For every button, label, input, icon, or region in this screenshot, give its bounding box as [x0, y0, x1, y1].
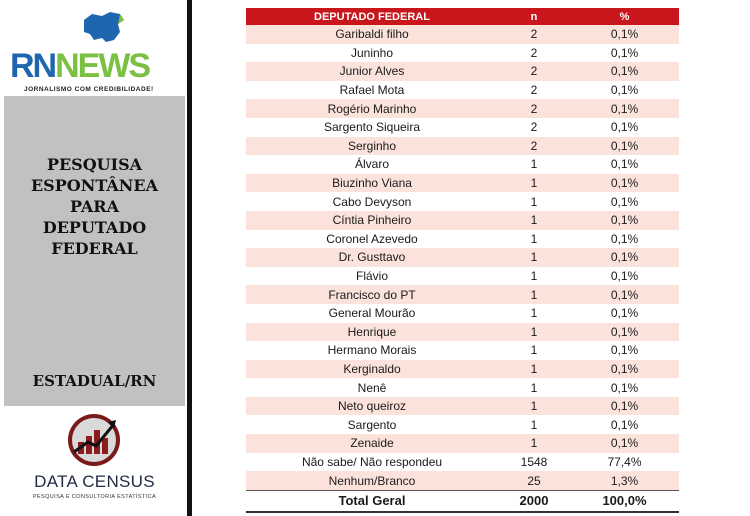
- cell-n: 2: [530, 138, 538, 153]
- cell-name: Não sabe/ Não respondeu: [301, 454, 443, 469]
- table-row: [246, 192, 679, 211]
- cell-n: 1: [530, 324, 538, 339]
- cell-name: Zenaide: [350, 436, 394, 451]
- table-row: [246, 248, 679, 267]
- table-row: [246, 211, 679, 230]
- survey-title-line: FEDERAL: [51, 239, 138, 258]
- cell-n: 1: [530, 306, 538, 321]
- cell-n: 2: [530, 27, 538, 42]
- survey-title-line: PARA: [70, 197, 119, 216]
- cell-name: Nenhum/Branco: [328, 473, 416, 488]
- cell-pct: 0,1%: [610, 231, 639, 246]
- cell-pct: 0,1%: [610, 176, 639, 191]
- table-row: [246, 434, 679, 453]
- cell-pct: 0,1%: [610, 194, 639, 209]
- table-row: [246, 285, 679, 304]
- cell-name: Serginho: [347, 138, 397, 153]
- cell-name: Henrique: [347, 324, 397, 339]
- cell-n: 1: [530, 213, 538, 228]
- cell-pct: 0,1%: [610, 269, 639, 284]
- table-row: [246, 174, 679, 193]
- cell-name: Dr. Gusttavo: [338, 250, 406, 265]
- region-label: ESTADUAL/RN: [32, 372, 157, 390]
- table-row: [246, 81, 679, 100]
- cell-pct: 0,1%: [610, 27, 639, 42]
- table-row: [246, 304, 679, 323]
- table-row: [246, 137, 679, 156]
- cell-name: Kerginaldo: [343, 361, 401, 376]
- cell-pct: 77,4%: [607, 454, 642, 469]
- cell-pct: 1,3%: [610, 473, 639, 488]
- header-n: n: [530, 10, 538, 23]
- cell-pct: 0,1%: [610, 436, 639, 451]
- cell-name: Álvaro: [354, 157, 389, 172]
- logo-tagline: JORNALISMO COM CREDIBILIDADE!: [24, 86, 154, 93]
- cell-name: Coronel Azevedo: [326, 231, 418, 246]
- table-row: [246, 230, 679, 249]
- table-row: [246, 453, 679, 472]
- cell-pct: 0,1%: [610, 101, 639, 116]
- cell-name: Biuzinho Viana: [332, 176, 412, 191]
- table-row: [246, 44, 679, 63]
- cell-n: 1: [530, 436, 538, 451]
- total-n: 2000: [519, 493, 549, 509]
- cell-name: Sargento: [347, 417, 397, 432]
- census-subtitle: PESQUISA E CONSULTORIA ESTATÍSTICA: [32, 494, 157, 500]
- cell-pct: 0,1%: [610, 120, 639, 135]
- cell-pct: 0,1%: [610, 324, 639, 339]
- cell-name: Flávio: [355, 269, 388, 284]
- table-header-row: [246, 8, 679, 25]
- cell-pct: 0,1%: [610, 157, 639, 172]
- vertical-divider: [187, 0, 192, 516]
- table-row: [246, 397, 679, 416]
- results-table: [246, 8, 679, 513]
- cell-pct: 0,1%: [610, 399, 639, 414]
- table-row: [246, 415, 679, 434]
- cell-n: 25: [527, 473, 541, 488]
- cell-n: 1: [530, 269, 538, 284]
- cell-name: Sargento Siqueira: [323, 120, 421, 135]
- rn-map-icon: [80, 10, 126, 46]
- cell-pct: 0,1%: [610, 343, 639, 358]
- table-row: [246, 471, 679, 490]
- table-total-row: [246, 490, 679, 513]
- cell-name: Hermano Morais: [327, 343, 417, 358]
- cell-n: 1: [530, 231, 538, 246]
- rn-news-logo: [4, 6, 185, 96]
- cell-pct: 0,1%: [610, 361, 639, 376]
- cell-n: 1: [530, 417, 538, 432]
- cell-pct: 0,1%: [610, 45, 639, 60]
- table-row: [246, 118, 679, 137]
- logo-rn: RN: [10, 47, 56, 85]
- cell-name: General Mourão: [328, 306, 416, 321]
- cell-n: 2: [530, 120, 538, 135]
- cell-name: Nenê: [357, 380, 387, 395]
- cell-pct: 0,1%: [610, 213, 639, 228]
- survey-title-line: DEPUTADO: [42, 218, 147, 237]
- cell-name: Garibaldi filho: [335, 27, 409, 42]
- cell-n: 1: [530, 287, 538, 302]
- census-name: DATA CENSUS: [34, 472, 155, 491]
- logo-wordmark: [10, 46, 185, 86]
- cell-name: Rafael Mota: [339, 83, 405, 98]
- survey-title: [4, 154, 185, 259]
- cell-name: Juninho: [350, 45, 394, 60]
- cell-n: 1: [530, 194, 538, 209]
- cell-n: 1548: [520, 454, 548, 469]
- cell-pct: 0,1%: [610, 83, 639, 98]
- cell-pct: 0,1%: [610, 64, 639, 79]
- survey-title-line: PESQUISA: [46, 155, 143, 174]
- cell-n: 1: [530, 176, 538, 191]
- cell-n: 2: [530, 83, 538, 98]
- cell-pct: 0,1%: [610, 287, 639, 302]
- cell-name: Cabo Devyson: [332, 194, 412, 209]
- cell-n: 1: [530, 343, 538, 358]
- table-row: [246, 341, 679, 360]
- cell-n: 1: [530, 250, 538, 265]
- left-panel: [0, 0, 187, 516]
- table-row: [246, 267, 679, 286]
- cell-n: 2: [530, 101, 538, 116]
- cell-pct: 0,1%: [610, 380, 639, 395]
- cell-name: Junior Alves: [339, 64, 405, 79]
- table-row: [246, 360, 679, 379]
- header-deputado: DEPUTADO FEDERAL: [314, 10, 430, 23]
- cell-name: Neto queiroz: [337, 399, 407, 414]
- cell-name: Rogério Marinho: [327, 101, 417, 116]
- table-row: [246, 25, 679, 44]
- total-label: Total Geral: [338, 493, 406, 509]
- total-pct: 100,0%: [602, 493, 647, 509]
- survey-info-panel: [4, 96, 185, 406]
- table-row: [246, 378, 679, 397]
- cell-pct: 0,1%: [610, 417, 639, 432]
- table-row: [246, 99, 679, 118]
- cell-n: 2: [530, 45, 538, 60]
- cell-n: 1: [530, 361, 538, 376]
- header-pct: %: [619, 10, 630, 23]
- data-census-logo: [4, 406, 185, 512]
- cell-n: 1: [530, 399, 538, 414]
- cell-name: Francisco do PT: [328, 287, 416, 302]
- cell-pct: 0,1%: [610, 250, 639, 265]
- cell-pct: 0,1%: [610, 138, 639, 153]
- cell-n: 1: [530, 380, 538, 395]
- table-row: [246, 323, 679, 342]
- table-row: [246, 62, 679, 81]
- logo-news: NEWS: [55, 47, 150, 85]
- table-body: [246, 25, 679, 490]
- survey-title-line: ESPONTÂNEA: [30, 176, 159, 195]
- census-emblem-icon: [66, 412, 122, 468]
- cell-n: 2: [530, 64, 538, 79]
- table-row: [246, 155, 679, 174]
- cell-n: 1: [530, 157, 538, 172]
- cell-pct: 0,1%: [610, 306, 639, 321]
- cell-name: Cíntia Pinheiro: [332, 213, 412, 228]
